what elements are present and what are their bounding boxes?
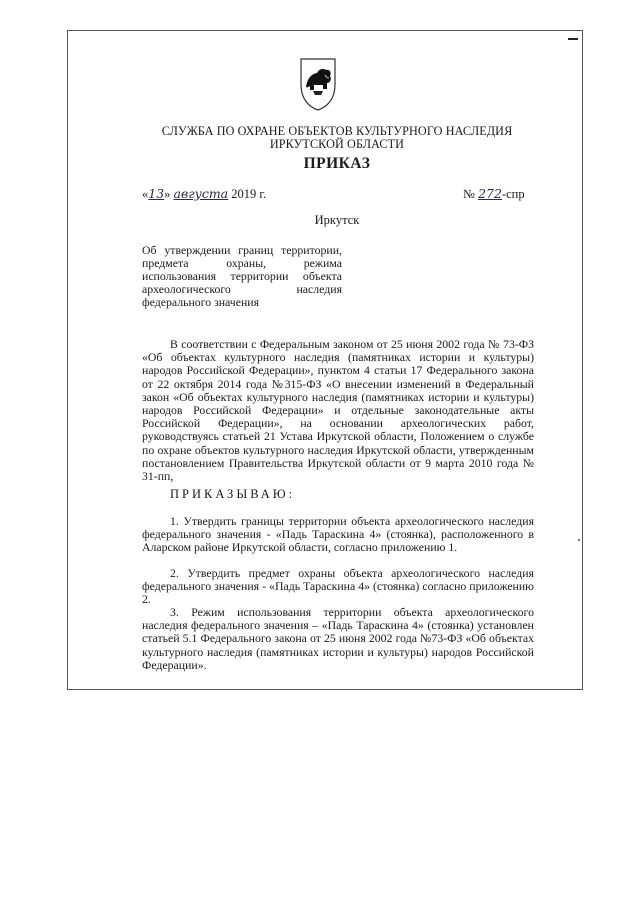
preamble-paragraph: В соответствии с Федеральным законом от 25 июня 2002 года № 73-ФЗ «Об объектах культурного наследия (памятниках истории и культуры) народов Российской Федерации», пунктом 4 статьи 17 Федерального закона от 22 октября 2014 года №315-ФЗ «О внесении изменений в Федеральный закон «Об объектах культурного наследия (памятниках истории и культуры) народов Российской Федерации» и отдельные законодательные акты Российской Федерации», на основании археологических работ, руководствуясь статьей 21 Устава Иркутской области, Положением о службе по охране объектов культурного наследия Иркутской области, утвержденным постановлением Правительства Иркутской области от 9 марта 2010 года № 31-пп, <box>142 337 534 484</box>
order-item-2: 2. Утвердить предмет охраны объекта археологического наследия федерального значения - «Падь Тараскина 4» (стоянка) согласно приложению 2. <box>142 566 534 607</box>
document-title: ПРИКАЗ <box>303 155 371 172</box>
number-value: 272 <box>478 186 502 201</box>
order-number <box>463 186 525 202</box>
corner-mark <box>568 38 578 40</box>
order-heading: ПРИКАЗЫВАЮ: <box>170 487 296 501</box>
order-subject: Об утверждении границ территории, предмета охраны, режима использования территории объекта археологического наследия федерального значения <box>142 243 342 309</box>
date-open-quote: « <box>142 187 149 201</box>
number-prefix: № <box>463 187 475 201</box>
scan-speck <box>578 539 580 541</box>
order-item-1: 1. Утвердить границы территории объекта археологического наследия федерального значения - «Падь Тараскина 4» (стоянка), расположенного в Аларском районе Иркутской области, согласно приложению 1. <box>142 514 534 555</box>
number-suffix: -спр <box>501 187 525 201</box>
org-name-line2: ИРКУТСКОЙ ОБЛАСТИ <box>269 137 405 151</box>
order-date <box>142 186 266 202</box>
coat-of-arms-icon <box>299 55 337 111</box>
date-month: августа <box>173 186 229 201</box>
city-name: Иркутск <box>314 213 360 227</box>
date-year: 2019 г. <box>231 187 267 201</box>
date-day: 13 <box>148 186 165 201</box>
order-item-3: 3. Режим использования территории объекта археологического наследия федерального значения – «Падь Тараскина 4» (стоянка) установлен статьей 5.1 Федерального закона от 25 июня 2002 года №73-ФЗ «Об объектах культурного наследия (памятниках истории и культуры) народов Российской Федерации». <box>142 605 534 672</box>
date-close-quote: » <box>164 187 171 201</box>
org-name-line1: СЛУЖБА ПО ОХРАНЕ ОБЪЕКТОВ КУЛЬТУРНОГО НАСЛЕДИЯ <box>161 124 513 138</box>
